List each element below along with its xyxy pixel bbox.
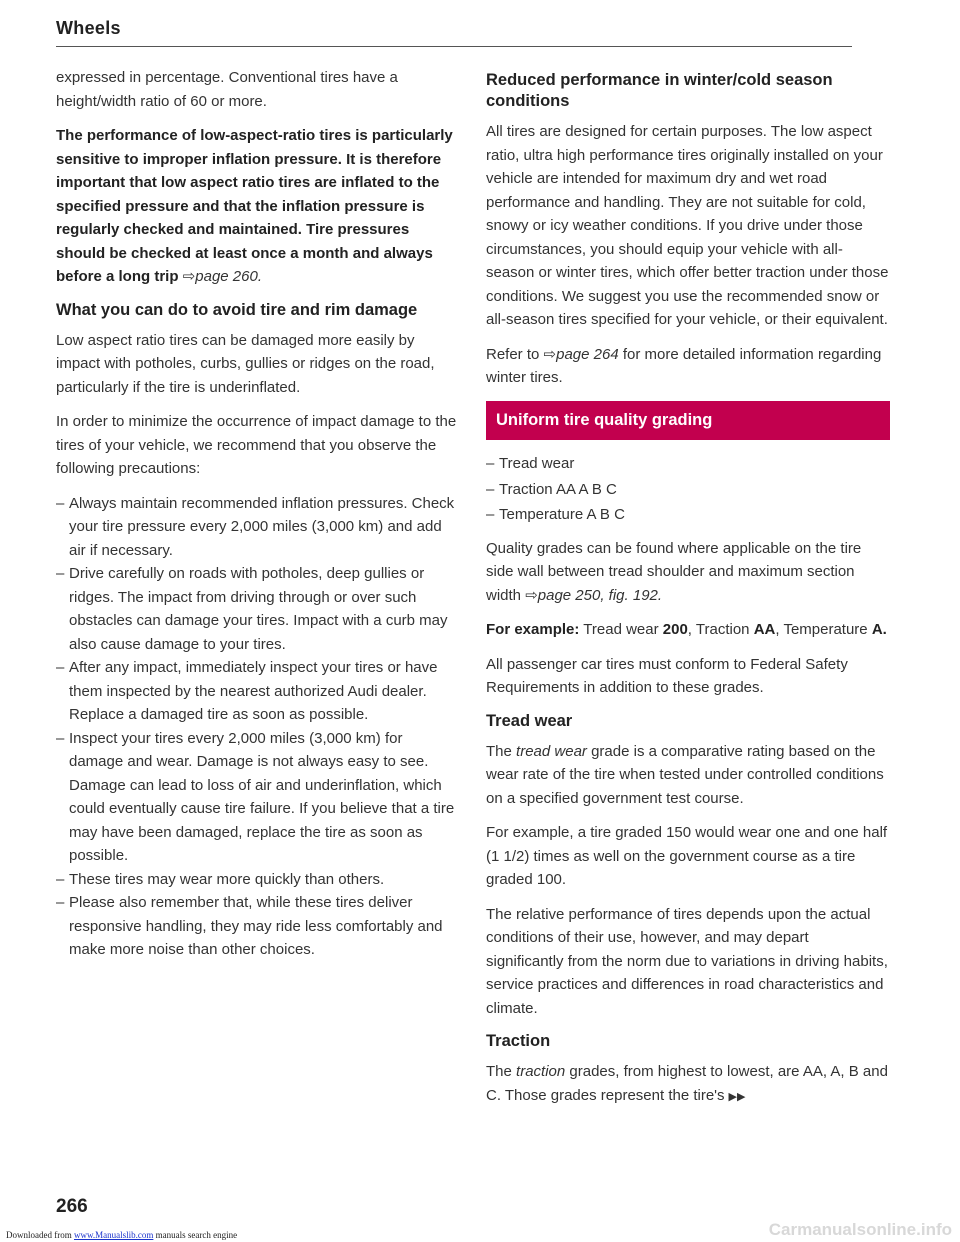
header-divider — [56, 46, 852, 47]
heading-winter: Reduced performance in winter/cold season conditions — [486, 71, 833, 110]
example-label: For example: — [486, 621, 580, 638]
example-tread-wear: Tread wear — [583, 621, 659, 638]
list-item: – Traction AA A B C — [486, 478, 890, 502]
traction-paragraph — [486, 1060, 890, 1109]
tread-prefix: The — [486, 742, 512, 760]
tread-relative-paragraph: The relative performance of tires depends upon the actual conditions of their use, however, and may depart significantly from the norm due to variations in driving habits, service practices and differences in road characteristics and climate. — [486, 905, 888, 1017]
damage-paragraph: Low aspect ratio tires can be damaged more easily by impact with potholes, curbs, gullies or ridges on the road, particularly if the tire is underinflated. — [56, 331, 435, 396]
heading-avoid-damage: What you can do to avoid tire and rim damage — [56, 300, 418, 319]
refer-prefix: Refer to — [486, 345, 540, 363]
list-item: – Always maintain recommended inflation pressures. Check your tire pressure every 2,000 miles (3,000 km) and add air if necessary. — [56, 492, 460, 563]
list-item: – Inspect your tires every 2,000 miles (3,000 km) for damage and wear. Damage is not always easy to see. Damage can lead to loss of air and underinflation, which could eventually cause tire failure. If you believe that a tire may have been damaged, replace the tire as soon as possible. — [56, 727, 460, 868]
intro-paragraph: expressed in percentage. Conventional tires have a height/width ratio of 60 or more. — [56, 69, 398, 110]
precautions-list — [56, 492, 460, 962]
list-item: – Please also remember that, while these tires deliver responsive handling, they may ride less comfortably and make more noise than other choices. — [56, 891, 460, 962]
list-item: – After any impact, immediately inspect your tires or have them inspected by the nearest authorized Audi dealer. Replace a damaged tire as soon as possible. — [56, 656, 460, 727]
tread-term: tread wear — [516, 742, 587, 760]
quality-paragraph — [486, 537, 890, 608]
footer-tail-text: manuals search engine — [155, 1230, 238, 1240]
tread-suffix: grade is a comparative rating based on the wear rate of the tire when tested under controlled conditions on a specified government test course. — [486, 742, 884, 807]
traction-suffix: grades, from highest to lowest, are AA, A, B and C. Those grades represent the tire's — [486, 1063, 888, 1104]
download-footer — [6, 1230, 237, 1240]
example-paragraph: For example: Tread wear 200, Traction AA, Temperature A. — [486, 621, 887, 638]
precautions-intro: In order to minimize the occurrence of impact damage to the tires of your vehicle, we recommend that you observe the following precautions: — [56, 413, 457, 477]
watermark-text: Carmanualsonline.info — [768, 1220, 952, 1239]
list-item: – These tires may wear more quickly than others. — [56, 868, 460, 892]
tread-example-paragraph: For example, a tire graded 150 would wear one and one half (1 1/2) times as well on the government course as a tire graded 100. — [486, 824, 888, 888]
traction-term: traction — [516, 1063, 566, 1080]
example-temperature-value: A. — [871, 621, 887, 638]
page-reference-link[interactable]: ⇨page 250, fig. 192. — [525, 586, 663, 604]
list-item: – Temperature A B C — [486, 503, 890, 527]
example-traction-value: AA — [753, 621, 776, 638]
manualslib-link[interactable]: www.Manualslib.com — [73, 1230, 154, 1240]
refer-suffix: for more detailed information regarding winter tires. — [486, 345, 882, 386]
federal-paragraph: All passenger car tires must conform to Federal Safety Requirements in addition to these grades. — [486, 655, 848, 696]
right-column — [486, 66, 890, 1120]
heading-traction: Traction — [486, 1032, 551, 1050]
section-header: Wheels — [56, 18, 121, 38]
footer-downloaded-text: Downloaded from — [6, 1230, 72, 1240]
warning-text: The performance of low-aspect-ratio tires is particularly sensitive to improper inflation pressure. It is therefore important that low aspect ratio tires are inflated to the specified pressure and that the inflation pressure is regularly checked and maintained. Tire pressures should be checked at least once a month and always before a long trip — [56, 127, 453, 285]
traction-prefix: The — [486, 1063, 512, 1080]
section-banner: Uniform tire quality grading — [486, 401, 890, 441]
page-reference-link[interactable]: ⇨page 260. — [182, 268, 262, 285]
warning-paragraph — [56, 124, 460, 289]
continue-arrow-icon: ▶▶ — [728, 1090, 746, 1103]
page-number: 266 — [56, 1196, 88, 1217]
list-item: – Drive carefully on roads with potholes, deep gullies or ridges. The impact from driving through or over such obstacles can damage your tires. Impact with a curb may also cause damage to your tires. — [56, 562, 460, 656]
example-traction: Traction — [695, 621, 750, 638]
list-item: – Tread wear — [486, 452, 890, 476]
grades-list — [486, 452, 890, 527]
tread-paragraph — [486, 740, 890, 811]
example-tread-wear-value: 200 — [662, 621, 688, 638]
quality-text: Quality grades can be found where applicable on the tire side wall between tread shoulder and maximum section width — [486, 539, 862, 604]
heading-tread-wear: Tread wear — [486, 711, 573, 730]
refer-paragraph — [486, 343, 890, 390]
page-reference-link[interactable]: ⇨page 264 — [543, 345, 619, 363]
winter-paragraph: All tires are designed for certain purposes. The low aspect ratio, ultra high performance tires originally installed on your vehicle are intended for maximum dry and wet road performance and handling. They are not suitable for cold, snowy or icy weather conditions. If you drive under those circumstances, you should equip your vehicle with all-season or winter tires, which offer better traction under those conditions. We suggest you use the recommended snow or all-season tires specified for your vehicle, or their equivalent. — [486, 123, 889, 328]
example-temperature: Temperature — [783, 621, 868, 638]
left-column — [56, 66, 460, 972]
